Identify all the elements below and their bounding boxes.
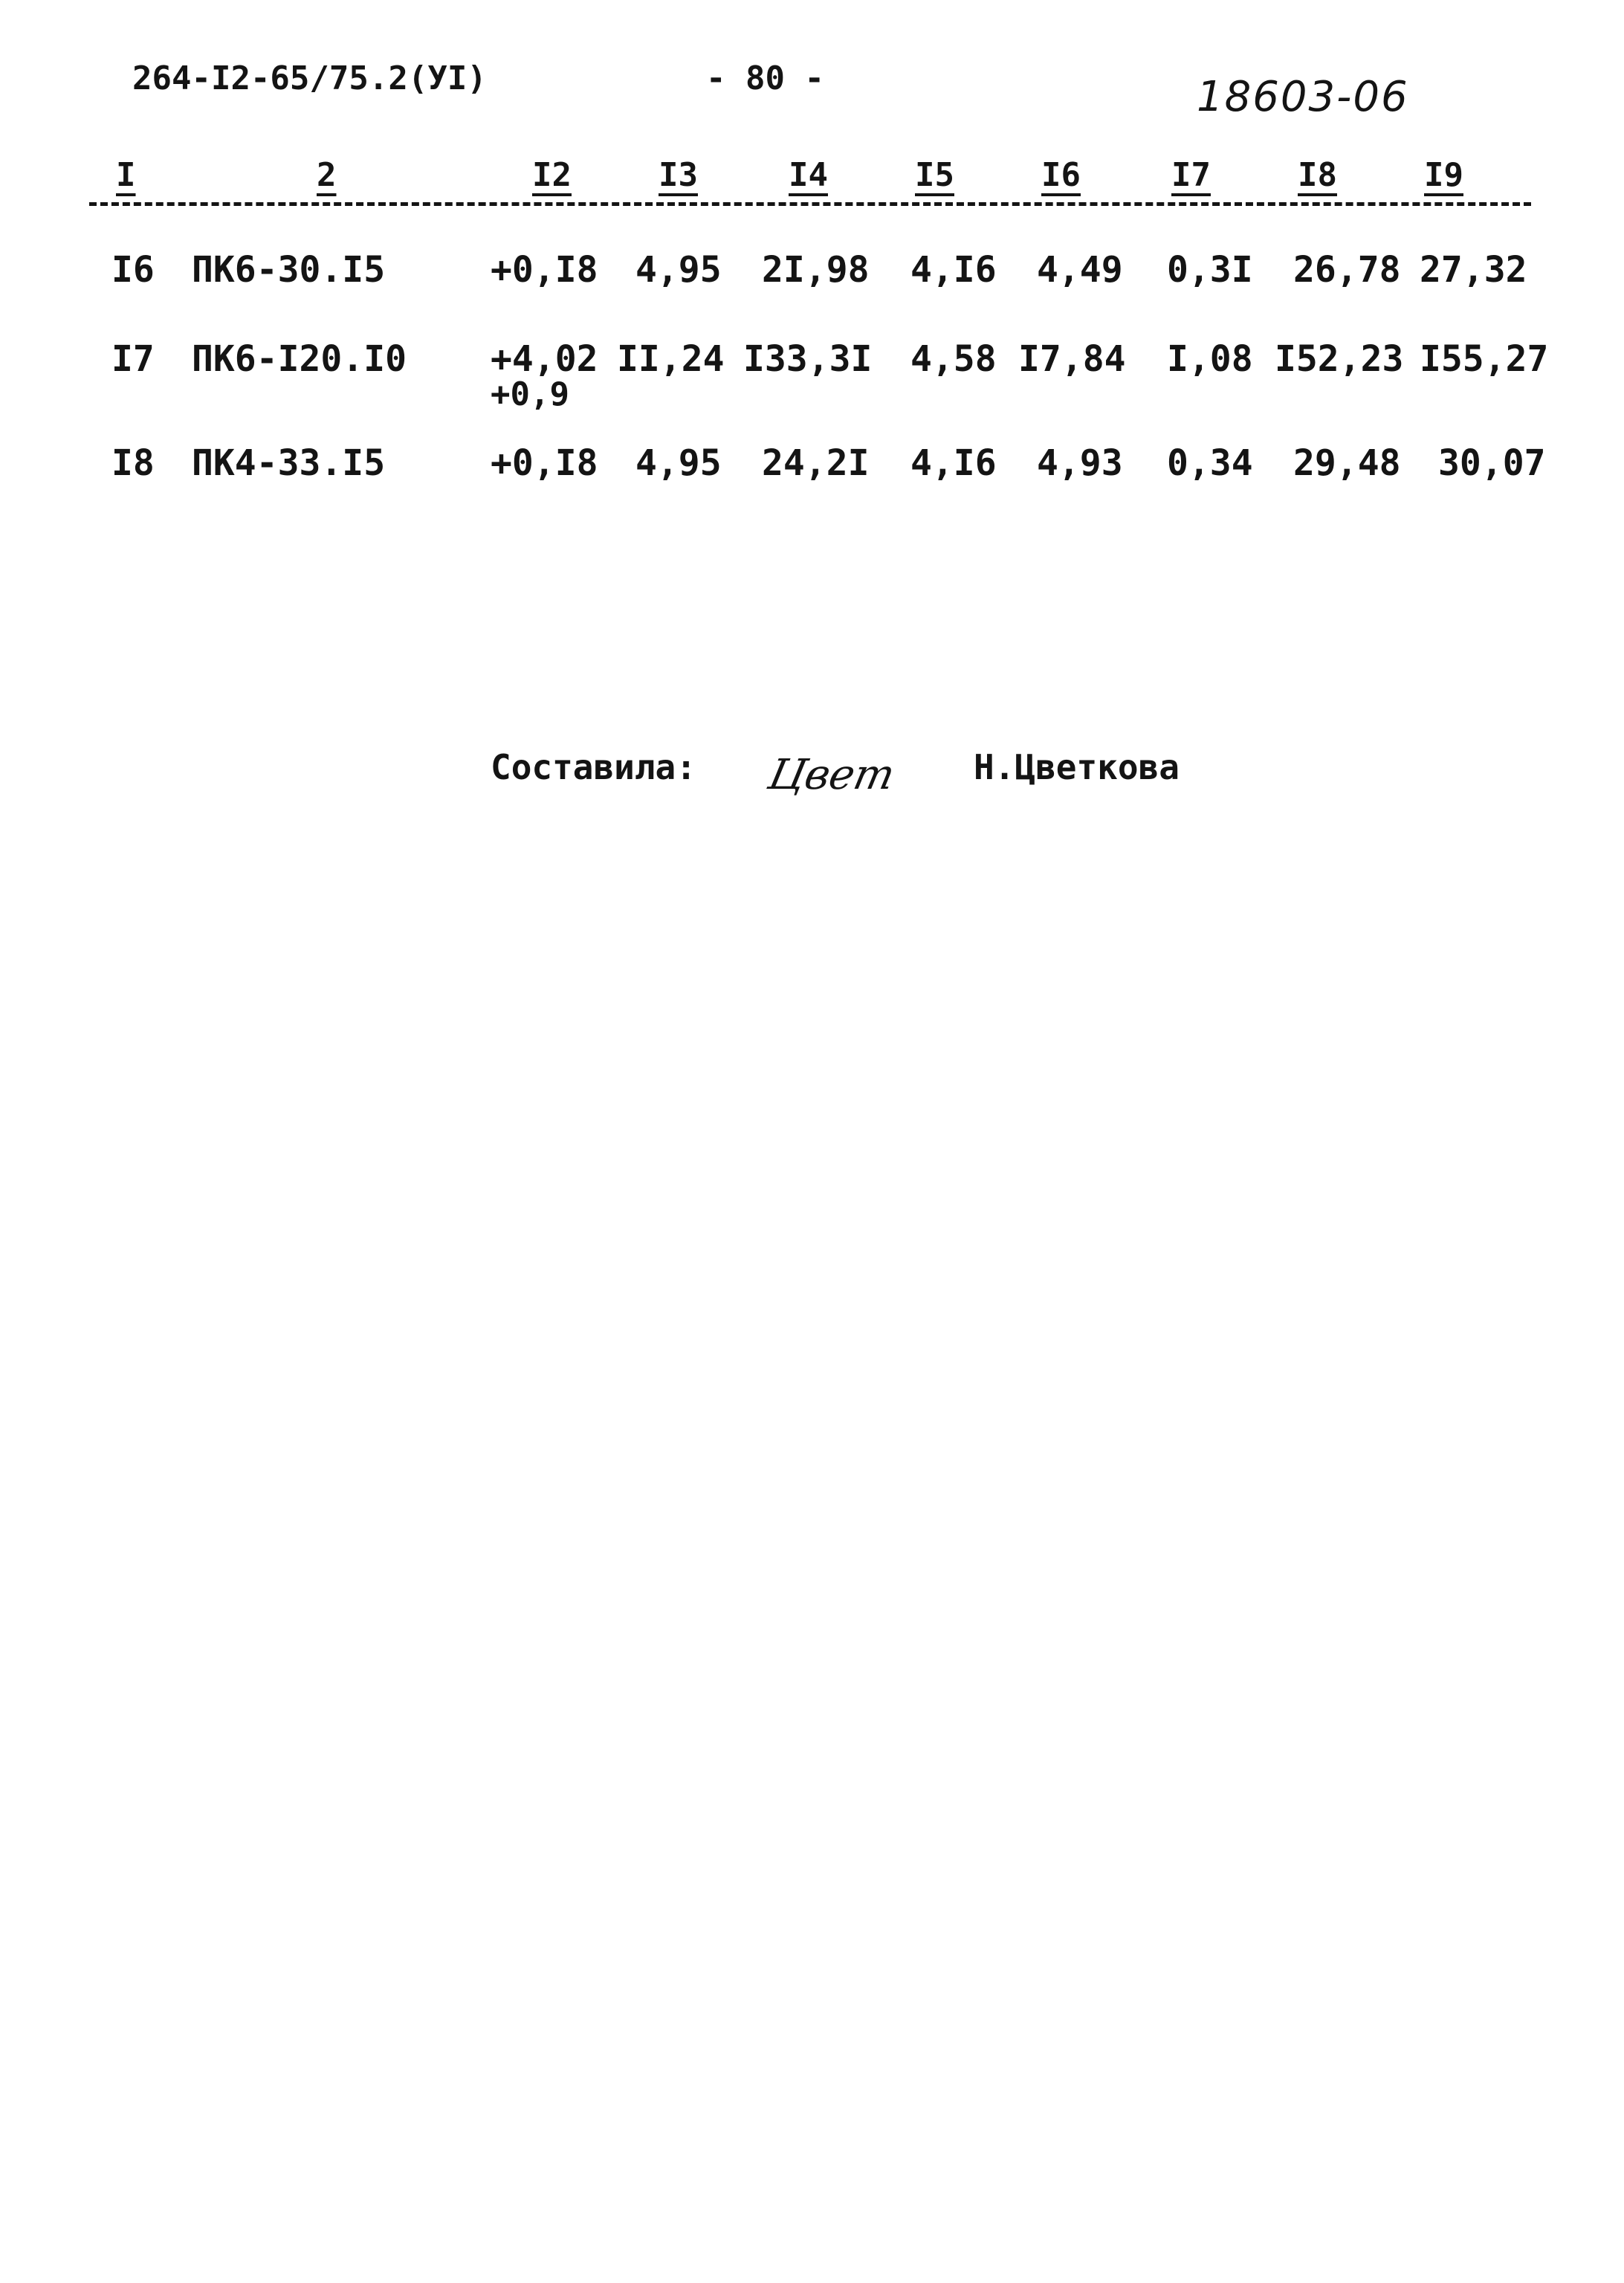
cell-col-14: 2I,98 [762, 249, 870, 291]
cell-col-16: 4,93 [1037, 442, 1123, 484]
cell-col-17: I,08 [1167, 338, 1253, 380]
cell-col-13: II,24 [617, 338, 725, 380]
table-row [0, 249, 1624, 309]
cell-col-16: I7,84 [1018, 338, 1126, 380]
row-number: I8 [111, 442, 155, 484]
archive-number: 18603-06 [1197, 73, 1409, 121]
cell-col-12-second-value: +0,9 [491, 375, 569, 413]
cell-col-14: 24,2I [762, 442, 870, 484]
header-dashed-rule [89, 202, 1531, 206]
column-header-18: I8 [1293, 156, 1342, 194]
column-header-15: I5 [910, 156, 959, 194]
document-code: 264-I2-65/75.2(УI) [132, 59, 487, 97]
table-row [0, 442, 1624, 502]
table-column-header [89, 156, 1531, 216]
cell-col-19: 27,32 [1420, 249, 1527, 291]
column-header-1: I [111, 156, 140, 194]
table-row [0, 338, 1624, 413]
column-header-12: I2 [528, 156, 576, 194]
column-header-14: I4 [784, 156, 832, 194]
cell-col-12: +0,I8 [491, 249, 598, 291]
column-header-16: I6 [1037, 156, 1085, 194]
cell-col-15: 4,I6 [910, 249, 997, 291]
row-mark: ПК6-I20.I0 [192, 338, 407, 380]
cell-col-16: 4,49 [1037, 249, 1123, 291]
compiled-by-label: Составила: [491, 747, 696, 787]
cell-col-17: 0,3I [1167, 249, 1253, 291]
cell-col-14: I33,3I [743, 338, 873, 380]
row-mark: ПК6-30.I5 [192, 249, 386, 291]
column-header-13: I3 [654, 156, 702, 194]
cell-col-18: 29,48 [1293, 442, 1401, 484]
cell-col-13: 4,95 [635, 249, 722, 291]
column-header-19: I9 [1420, 156, 1468, 194]
compiler-name: Н.Цветкова [974, 747, 1180, 787]
cell-col-19: I55,27 [1420, 338, 1549, 380]
cell-col-15: 4,58 [910, 338, 997, 380]
column-header-17: I7 [1167, 156, 1215, 194]
cell-col-18: 26,78 [1293, 249, 1401, 291]
cell-col-12: +0,I8 [491, 442, 598, 484]
row-mark: ПК4-33.I5 [192, 442, 386, 484]
cell-col-12: +4,02 [491, 338, 598, 380]
cell-col-19: 30,07 [1438, 442, 1546, 484]
cell-col-13: 4,95 [635, 442, 722, 484]
column-header-2: 2 [312, 156, 341, 194]
handwritten-signature: Цвет [764, 751, 899, 799]
row-number: I7 [111, 338, 155, 380]
page-number: - 80 - [706, 59, 824, 97]
row-number: I6 [111, 249, 155, 291]
cell-col-15: 4,I6 [910, 442, 997, 484]
cell-col-18: I52,23 [1275, 338, 1404, 380]
cell-col-17: 0,34 [1167, 442, 1253, 484]
